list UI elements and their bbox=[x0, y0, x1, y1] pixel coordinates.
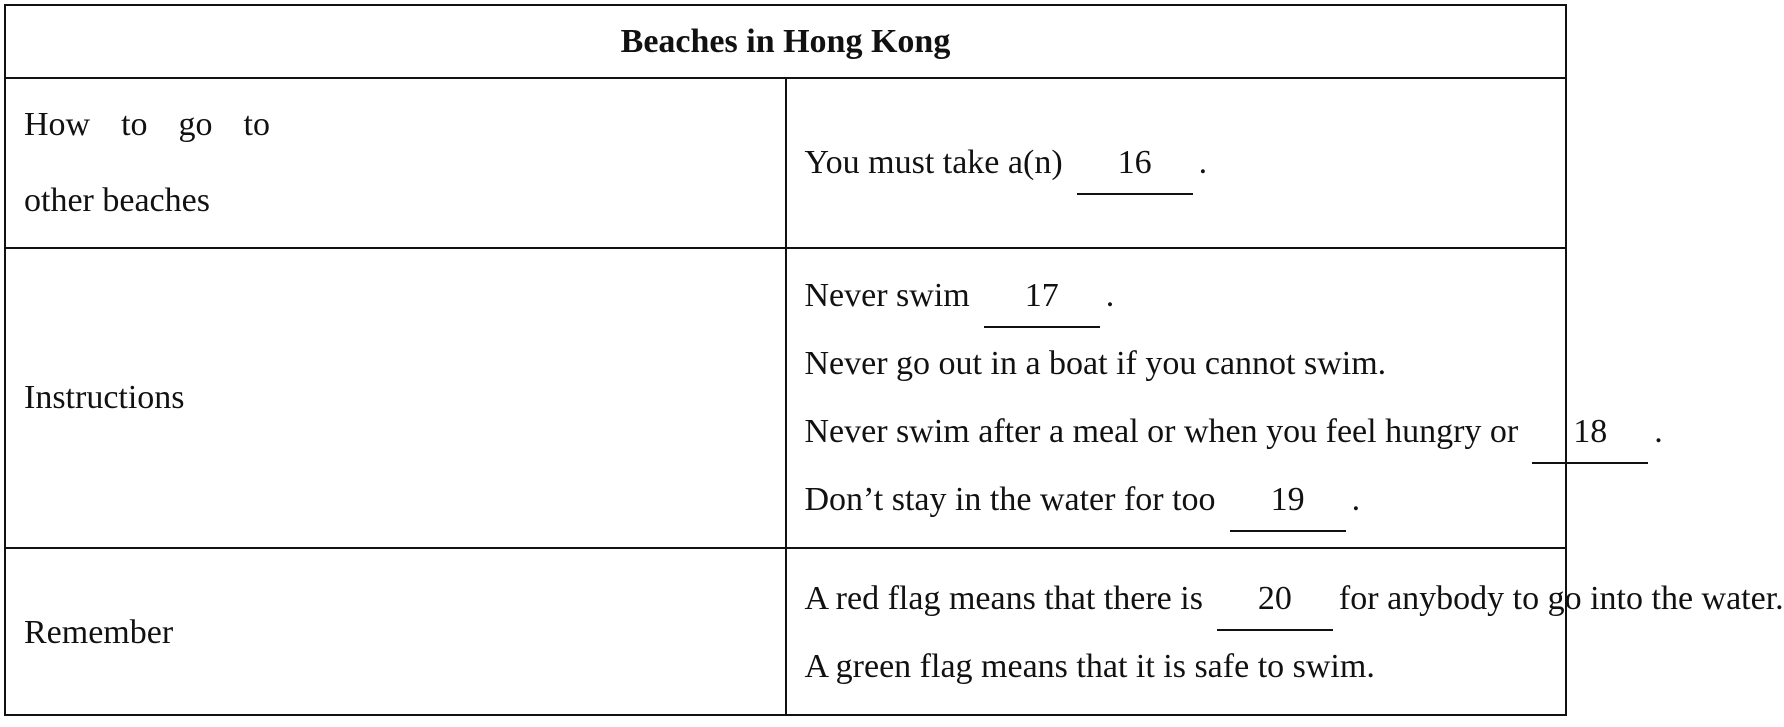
answer-blank-19[interactable] bbox=[1230, 481, 1346, 532]
table-row-remember bbox=[6, 548, 1565, 716]
beaches-table bbox=[6, 6, 1784, 716]
answer-blank-20[interactable] bbox=[1217, 579, 1333, 631]
sentence-line: Never go out in a boat if you cannot swim. bbox=[804, 345, 1387, 382]
label-line-2: other beaches bbox=[24, 182, 210, 219]
blank-number: 18 bbox=[1573, 413, 1608, 450]
sentence-line bbox=[805, 262, 1566, 330]
sentence-line bbox=[805, 466, 1566, 534]
table-row-how-to-go bbox=[6, 78, 1565, 248]
label-word: to bbox=[243, 106, 270, 143]
sentence-text: Never swim bbox=[804, 277, 970, 314]
sentence-end: . bbox=[1198, 144, 1208, 181]
row-label-remember: Remember bbox=[6, 548, 786, 716]
label-word: go bbox=[178, 106, 213, 143]
table-title: Beaches in Hong Kong bbox=[6, 6, 1565, 78]
blank-number: 20 bbox=[1257, 579, 1292, 617]
worksheet-table-frame bbox=[4, 4, 1784, 716]
sentence-line: A green flag means that it is safe to swim. bbox=[804, 647, 1375, 685]
table-title-row bbox=[6, 6, 1565, 78]
label-line-1 bbox=[24, 87, 270, 163]
sentence-line bbox=[805, 129, 1566, 197]
label-word: How bbox=[24, 106, 91, 143]
sentence-text: Never swim after a meal or when you feel hungry or bbox=[804, 413, 1519, 450]
blank-number: 19 bbox=[1270, 481, 1305, 518]
row-label-instructions: Instructions bbox=[6, 248, 786, 548]
answer-blank-18[interactable] bbox=[1532, 413, 1648, 464]
sentence-text: A red flag means that there is bbox=[804, 579, 1203, 617]
row-label-how-to-go bbox=[6, 78, 786, 248]
label-word: to bbox=[121, 106, 148, 143]
sentence-end: . bbox=[1105, 277, 1115, 314]
sentence-line bbox=[804, 398, 1663, 466]
blank-number: 16 bbox=[1117, 144, 1152, 181]
blank-number: 17 bbox=[1024, 277, 1059, 314]
sentence-text: You must take a(n) bbox=[804, 144, 1063, 181]
answer-blank-16[interactable] bbox=[1077, 144, 1193, 195]
sentence-end: . bbox=[1351, 481, 1361, 518]
row-content-remember bbox=[786, 548, 1784, 716]
table-row-instructions bbox=[6, 248, 1565, 548]
sentence-end: . bbox=[1654, 413, 1663, 450]
sentence-text: for anybody to go into the water. bbox=[1338, 579, 1784, 617]
sentence-text: Don’t stay in the water for too bbox=[804, 481, 1216, 518]
answer-blank-17[interactable] bbox=[984, 277, 1100, 328]
row-content-instructions bbox=[786, 248, 1663, 548]
sentence-line bbox=[804, 565, 1784, 633]
row-content-how-to-go bbox=[786, 78, 1566, 248]
